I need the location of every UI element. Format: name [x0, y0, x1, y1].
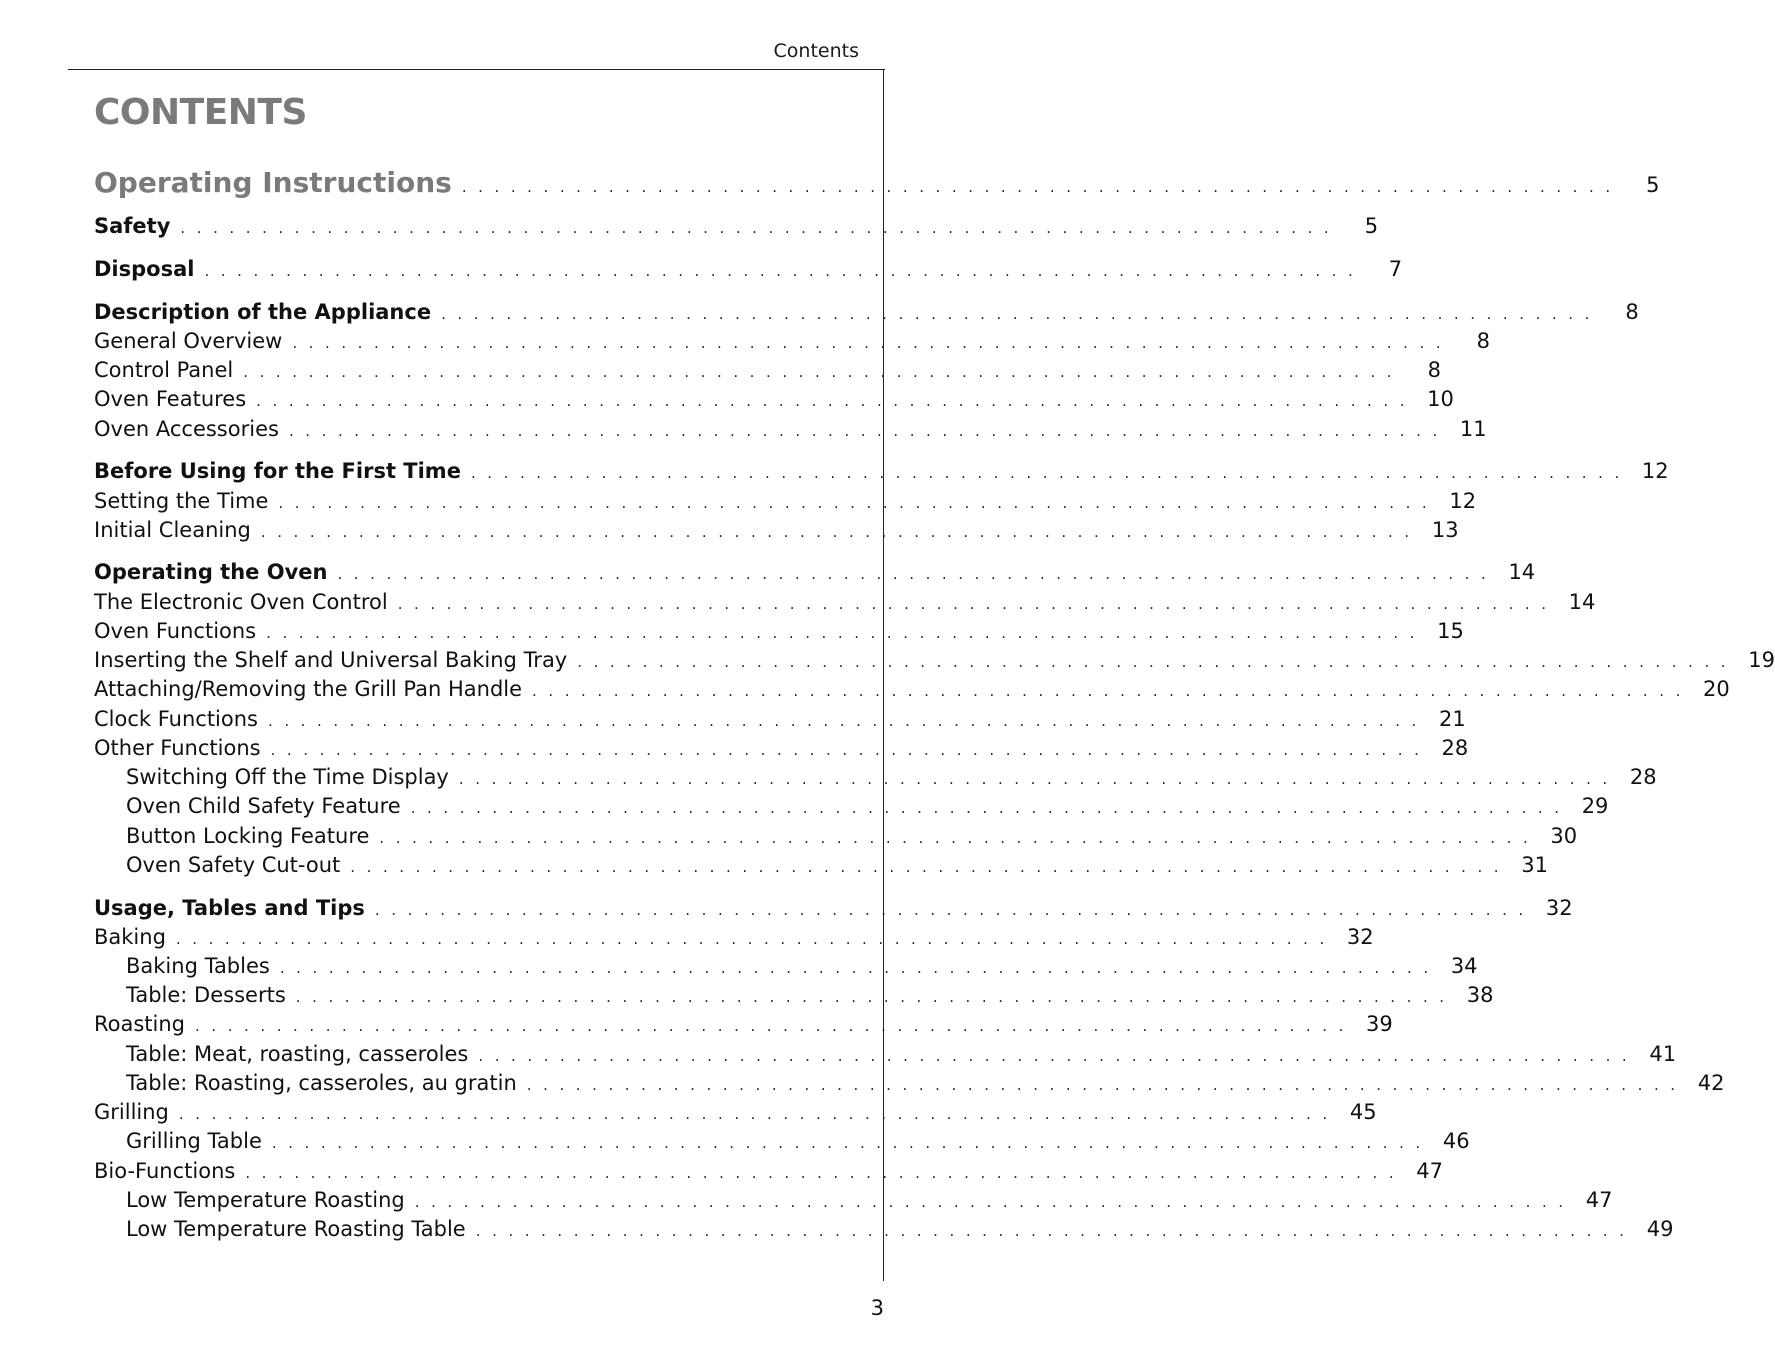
toc-entry — [126, 983, 1494, 1013]
toc-entry — [94, 896, 1573, 926]
toc-entry — [94, 300, 1639, 330]
dot-leader: . . . . . . . . . . . . . . . . . . . . . . . . . . . . . . . . . . . . . . . . . . . . . . . . . . . . . . . . . . . . . . . . . . . . . . . — [245, 1164, 1398, 1182]
toc-entry — [94, 677, 1730, 707]
toc-entry-page: 45 — [1349, 1100, 1377, 1124]
toc-entry — [94, 1012, 1393, 1042]
toc-entry-page: 49 — [1646, 1217, 1674, 1241]
toc-entry-title: The Electronic Oven Control — [94, 590, 388, 614]
dot-leader: . . . . . . . . . . . . . . . . . . . . . . . . . . . . . . . . . . . . . . . . . . . . . . . . . . . . . . . . . . . . . . . . . . . . . . . — [266, 624, 1418, 642]
toc-entry — [126, 794, 1609, 824]
toc-entry — [94, 518, 1459, 548]
toc-entry — [126, 824, 1578, 854]
toc-entry-title: Baking — [94, 925, 166, 949]
toc-entry-page: 21 — [1438, 707, 1466, 731]
toc-entry-title: Usage, Tables and Tips — [94, 896, 365, 920]
toc-entry — [94, 1159, 1444, 1189]
dot-leader: . . . . . . . . . . . . . . . . . . . . . . . . . . . . . . . . . . . . . . . . . . . . . . . . . . . . . . . . . . . . . . . . . . . . . . . — [475, 1222, 1628, 1240]
toc-entry-title: Description of the Appliance — [94, 300, 432, 324]
toc-entry-page: 10 — [1427, 387, 1454, 411]
toc-entry-title: Baking Tables — [126, 954, 270, 978]
page-title: CONTENTS — [94, 92, 307, 133]
toc-entry-title: Table: Roasting, casseroles, au gratin — [126, 1071, 517, 1095]
toc-entry — [126, 1217, 1674, 1247]
dot-leader: . . . . . . . . . . . . . . . . . . . . . . . . . . . . . . . . . . . . . . . . . . . . . . . . . . . . . . . . . . . . . . . . . . . . . . . — [470, 464, 1623, 482]
dot-leader: . . . . . . . . . . . . . . . . . . . . . . . . . . . . . . . . . . . . . . . . . . . . . . . . . . . . . . . . . . . . . . . . . . . . . . . — [278, 494, 1431, 512]
toc-entry — [126, 1188, 1613, 1218]
toc-entry-title: Switching Off the Time Display — [126, 765, 449, 789]
toc-entry-title: Initial Cleaning — [94, 518, 251, 542]
toc-entry-title: Before Using for the First Time — [94, 459, 461, 483]
toc-entry — [126, 1071, 1725, 1101]
toc-entry-title: Oven Accessories — [94, 417, 279, 441]
toc-entry — [94, 257, 1403, 287]
toc-entry-page: 14 — [1508, 560, 1536, 584]
toc-entry-page: 8 — [1476, 329, 1491, 353]
dot-leader: . . . . . . . . . . . . . . . . . . . . . . . . . . . . . . . . . . . . . . . . . . . . . . . . . . . . . . . . . . . . . . . . . . . . . . . — [279, 959, 1432, 977]
toc-entry-title: Oven Functions — [94, 619, 257, 643]
toc-entry-page: 30 — [1550, 824, 1578, 848]
dot-leader: . . . . . . . . . . . . . . . . . . . . . . . . . . . . . . . . . . . . . . . . . . . . . . . . . . . . . . . . . . . . . . . . . . . . . . . — [461, 178, 1614, 196]
toc-entry-page: 14 — [1568, 590, 1596, 614]
toc-entry — [94, 489, 1477, 519]
dot-leader: . . . . . . . . . . . . . . . . . . . . . . . . . . . . . . . . . . . . . . . . . . . . . . . . . . . . . . . . . . . . . . . . . . . . . . . — [397, 595, 1550, 613]
toc-entry-page: 28 — [1629, 765, 1657, 789]
dot-leader: . . . . . . . . . . . . . . . . . . . . . . . . . . . . . . . . . . . . . . . . . . . . . . . . . . . . . . . . . . . . . . . . . . . . . . . — [180, 219, 1333, 237]
dot-leader: . . . . . . . . . . . . . . . . . . . . . . . . . . . . . . . . . . . . . . . . . . . . . . . . . . . . . . . . . . . . . . . . . . . . . . . — [270, 741, 1423, 759]
toc-entry — [126, 954, 1478, 984]
toc-entry-page: 47 — [1416, 1159, 1444, 1183]
toc-entry — [126, 1129, 1470, 1159]
toc-entry-page: 38 — [1466, 983, 1494, 1007]
toc-entry-page: 20 — [1703, 677, 1730, 701]
toc-entry — [94, 387, 1454, 417]
toc-entry-page: 15 — [1437, 619, 1464, 643]
dot-leader: . . . . . . . . . . . . . . . . . . . . . . . . . . . . . . . . . . . . . . . . . . . . . . . . . . . . . . . . . . . . . . . . . . . . . . . — [577, 653, 1729, 671]
dot-leader: . . . . . . . . . . . . . . . . . . . . . . . . . . . . . . . . . . . . . . . . . . . . . . . . . . . . . . . . . . . . . . . . . . . . . . . — [175, 930, 1328, 948]
dot-leader: . . . . . . . . . . . . . . . . . . . . . . . . . . . . . . . . . . . . . . . . . . . . . . . . . . . . . . . . . . . . . . . . . . . . . . . — [295, 988, 1448, 1006]
dot-leader: . . . . . . . . . . . . . . . . . . . . . . . . . . . . . . . . . . . . . . . . . . . . . . . . . . . . . . . . . . . . . . . . . . . . . . . — [414, 1193, 1567, 1211]
dot-leader: . . . . . . . . . . . . . . . . . . . . . . . . . . . . . . . . . . . . . . . . . . . . . . . . . . . . . . . . . . . . . . . . . . . . . . . — [410, 799, 1563, 817]
toc-entry-page: 46 — [1442, 1129, 1470, 1153]
toc-entry-page: 11 — [1459, 417, 1487, 441]
dot-leader: . . . . . . . . . . . . . . . . . . . . . . . . . . . . . . . . . . . . . . . . . . . . . . . . . . . . . . . . . . . . . . . . . . . . . . . — [337, 565, 1490, 583]
toc-entry — [94, 707, 1466, 737]
toc-entry-page: 5 — [1646, 173, 1660, 197]
toc-entry-page: 12 — [1641, 459, 1669, 483]
toc-entry-page: 12 — [1449, 489, 1477, 513]
toc-entry-page: 42 — [1697, 1071, 1725, 1095]
toc-entry-page: 31 — [1521, 853, 1548, 877]
toc-entry-title: Oven Features — [94, 387, 247, 411]
toc-entry-title: General Overview — [94, 329, 283, 353]
toc-entry-title: Grilling Table — [126, 1129, 262, 1153]
dot-leader: . . . . . . . . . . . . . . . . . . . . . . . . . . . . . . . . . . . . . . . . . . . . . . . . . . . . . . . . . . . . . . . . . . . . . . . — [292, 334, 1445, 352]
toc-entry-page: 39 — [1365, 1012, 1393, 1036]
dot-leader: . . . . . . . . . . . . . . . . . . . . . . . . . . . . . . . . . . . . . . . . . . . . . . . . . . . . . . . . . . . . . . . . . . . . . . . — [374, 901, 1527, 919]
toc-entry-page: 8 — [1625, 300, 1639, 324]
toc-entry-title: Clock Functions — [94, 707, 258, 731]
toc-entry-title: Other Functions — [94, 736, 261, 760]
toc-entry — [94, 459, 1669, 489]
toc-entry-title: Grilling — [94, 1100, 169, 1124]
dot-leader: . . . . . . . . . . . . . . . . . . . . . . . . . . . . . . . . . . . . . . . . . . . . . . . . . . . . . . . . . . . . . . . . . . . . . . . — [204, 262, 1357, 280]
toc-entry-title: Button Locking Feature — [126, 824, 370, 848]
toc-entry — [94, 619, 1464, 649]
toc-entry — [94, 214, 1379, 244]
toc-entry — [94, 329, 1491, 359]
side-rule — [883, 69, 884, 1281]
page-number: 3 — [870, 1296, 884, 1320]
dot-leader: . . . . . . . . . . . . . . . . . . . . . . . . . . . . . . . . . . . . . . . . . . . . . . . . . . . . . . . . . . . . . . . . . . . . . . . — [526, 1076, 1679, 1094]
toc-entry-title: Control Panel — [94, 358, 234, 382]
toc-entry-page: 34 — [1450, 954, 1478, 978]
toc-entry-page: 32 — [1346, 925, 1374, 949]
toc-entry — [94, 925, 1374, 955]
toc-entry — [94, 417, 1487, 447]
toc-entry-page: 7 — [1388, 257, 1403, 281]
toc-entry — [94, 166, 1660, 206]
toc-entry-title: Disposal — [94, 257, 195, 281]
toc-entry — [94, 358, 1441, 388]
toc-entry-title: Inserting the Shelf and Universal Baking Tray — [94, 648, 568, 672]
toc-entry-title: Operating Instructions — [94, 166, 452, 199]
toc-entry — [94, 590, 1596, 620]
dot-leader: . . . . . . . . . . . . . . . . . . . . . . . . . . . . . . . . . . . . . . . . . . . . . . . . . . . . . . . . . . . . . . . . . . . . . . . — [178, 1105, 1331, 1123]
dot-leader: . . . . . . . . . . . . . . . . . . . . . . . . . . . . . . . . . . . . . . . . . . . . . . . . . . . . . . . . . . . . . . . . . . . . . . . — [288, 422, 1441, 440]
dot-leader: . . . . . . . . . . . . . . . . . . . . . . . . . . . . . . . . . . . . . . . . . . . . . . . . . . . . . . . . . . . . . . . . . . . . . . . — [256, 392, 1408, 410]
toc-entry-title: Attaching/Removing the Grill Pan Handle — [94, 677, 523, 701]
toc-entry-title: Oven Safety Cut-out — [126, 853, 341, 877]
dot-leader: . . . . . . . . . . . . . . . . . . . . . . . . . . . . . . . . . . . . . . . . . . . . . . . . . . . . . . . . . . . . . . . . . . . . . . . — [243, 363, 1395, 381]
toc-entry-page: 29 — [1581, 794, 1609, 818]
toc-entry-title: Bio-Functions — [94, 1159, 236, 1183]
dot-leader: . . . . . . . . . . . . . . . . . . . . . . . . . . . . . . . . . . . . . . . . . . . . . . . . . . . . . . . . . . . . . . . . . . . . . . . — [350, 858, 1502, 876]
toc-entry-page: 41 — [1649, 1042, 1677, 1066]
dot-leader: . . . . . . . . . . . . . . . . . . . . . . . . . . . . . . . . . . . . . . . . . . . . . . . . . . . . . . . . . . . . . . . . . . . . . . . — [478, 1047, 1631, 1065]
dot-leader: . . . . . . . . . . . . . . . . . . . . . . . . . . . . . . . . . . . . . . . . . . . . . . . . . . . . . . . . . . . . . . . . . . . . . . . — [532, 682, 1684, 700]
toc-entry-page: 13 — [1431, 518, 1459, 542]
toc-entry-title: Setting the Time — [94, 489, 269, 513]
toc-entry-title: Table: Desserts — [126, 983, 286, 1007]
toc-entry — [94, 736, 1469, 766]
dot-leader: . . . . . . . . . . . . . . . . . . . . . . . . . . . . . . . . . . . . . . . . . . . . . . . . . . . . . . . . . . . . . . . . . . . . . . . — [268, 712, 1420, 730]
toc-entry-title: Roasting — [94, 1012, 186, 1036]
toc-entry — [94, 648, 1775, 678]
toc-entry-page: 5 — [1364, 214, 1379, 238]
dot-leader: . . . . . . . . . . . . . . . . . . . . . . . . . . . . . . . . . . . . . . . . . . . . . . . . . . . . . . . . . . . . . . . . . . . . . . . — [379, 829, 1532, 847]
toc-entry — [126, 765, 1657, 795]
dot-leader: . . . . . . . . . . . . . . . . . . . . . . . . . . . . . . . . . . . . . . . . . . . . . . . . . . . . . . . . . . . . . . . . . . . . . . . — [260, 523, 1413, 541]
toc-entry — [94, 1100, 1377, 1130]
toc-entry-page: 47 — [1585, 1188, 1613, 1212]
toc-entry-page: 19 — [1748, 648, 1775, 672]
toc-entry-title: Low Temperature Roasting Table — [126, 1217, 466, 1241]
toc-entry-title: Low Temperature Roasting — [126, 1188, 405, 1212]
dot-leader: . . . . . . . . . . . . . . . . . . . . . . . . . . . . . . . . . . . . . . . . . . . . . . . . . . . . . . . . . . . . . . . . . . . . . . . — [441, 305, 1593, 323]
toc-entry-title: Oven Child Safety Feature — [126, 794, 401, 818]
toc-entry-title: Operating the Oven — [94, 560, 328, 584]
header-rule — [68, 69, 885, 70]
toc-entry-title: Safety — [94, 214, 171, 238]
toc-entry-page: 28 — [1441, 736, 1469, 760]
toc-entry — [126, 1042, 1677, 1072]
toc-entry — [126, 853, 1548, 883]
toc-entry-title: Table: Meat, roasting, casseroles — [126, 1042, 469, 1066]
toc-entry-page: 32 — [1545, 896, 1573, 920]
dot-leader: . . . . . . . . . . . . . . . . . . . . . . . . . . . . . . . . . . . . . . . . . . . . . . . . . . . . . . . . . . . . . . . . . . . . . . . — [458, 770, 1611, 788]
toc-entry — [94, 560, 1536, 590]
dot-leader: . . . . . . . . . . . . . . . . . . . . . . . . . . . . . . . . . . . . . . . . . . . . . . . . . . . . . . . . . . . . . . . . . . . . . . . — [195, 1017, 1347, 1035]
toc-entry-page: 8 — [1427, 358, 1441, 382]
running-header: Contents — [773, 40, 859, 62]
dot-leader: . . . . . . . . . . . . . . . . . . . . . . . . . . . . . . . . . . . . . . . . . . . . . . . . . . . . . . . . . . . . . . . . . . . . . . . — [271, 1134, 1424, 1152]
